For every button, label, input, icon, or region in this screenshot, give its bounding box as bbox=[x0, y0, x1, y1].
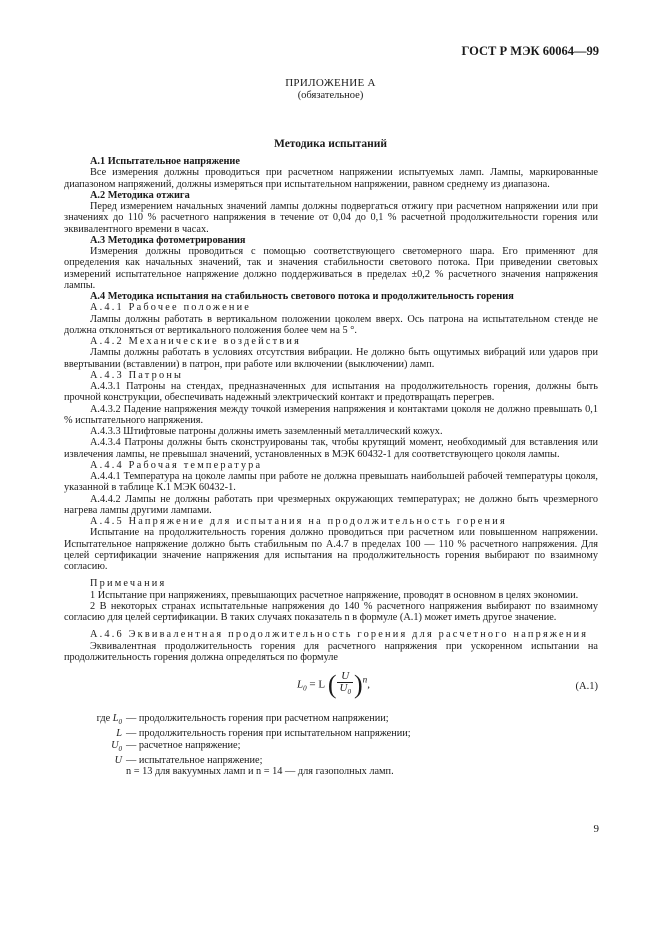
paragraph: Лампы должны работать в условиях отсутствия вибрации. Не должно быть ощутимых вибраций или ударов при ввертывании (вставлении) в патрон, при работе или включении (выключении) ламп. bbox=[64, 347, 598, 370]
paragraph: 1 Испытание при напряжениях, превышающих расчетное напряжение, проводят в основном в целях экономии. bbox=[90, 589, 579, 601]
paragraph: А.4.4.1 Температура на цоколе лампы при работе не должна превышать наибольшей рабочей температуры цоколя, указанной в таблице К.1 МЭК 60432-1. bbox=[64, 471, 598, 494]
paragraph: Эквивалентная продолжительность горения для расчетного напряжения при ускоренном испытании на продолжительность горения должна определяться по формуле bbox=[64, 640, 598, 663]
paragraph: Измерения должны проводиться с помощью соответствующего светомерного шара. Его применяют для определения как начальных значений, так и значения стабильности светового потока. При приведении световых измерений испытательное напряжение должно поддерживаться в пределах ±0,2 % расчетного значения напряжения лампы. bbox=[64, 246, 598, 291]
subsection-heading: А.4.3 Патроны bbox=[90, 369, 184, 381]
definition-last: n = 13 для вакуумных ламп и n = 14 — для газополных ламп. bbox=[126, 766, 394, 778]
definition-row bbox=[64, 728, 598, 739]
subsection-heading: Примечания bbox=[90, 578, 167, 590]
definition-text: — продолжительность горения при испытательном напряжении; bbox=[126, 728, 411, 740]
definition-row bbox=[64, 740, 598, 755]
paragraph: 2 В некоторых странах испытательные напряжения до 140 % расчетного напряжения выбирают по взаимному согласию для целей сертификации. В таких случаях показатель n в формуле (А.1) может иметь другое значение. bbox=[64, 600, 598, 623]
section-heading: А.2 Методика отжига bbox=[90, 189, 190, 201]
definition-text: — испытательное напряжение; bbox=[126, 754, 263, 766]
paragraph: А.4.3.2 Падение напряжения между точкой измерения напряжения и контактами цоколя не должно превышать 0,1 % испытательного напряжения. bbox=[64, 403, 598, 426]
page-number: 9 bbox=[593, 823, 599, 835]
definition-text: — продолжительность горения при расчетном напряжении; bbox=[126, 713, 389, 724]
annex-subtitle: (обязательное) bbox=[297, 90, 364, 101]
formula-tail: , bbox=[367, 678, 370, 691]
section-heading: А.4 Методика испытания на стабильность светового потока и продолжительность горения bbox=[90, 291, 514, 302]
annex-title: ПРИЛОЖЕНИЕ А bbox=[285, 77, 376, 89]
paragraph: Все измерения должны проводиться при расчетном напряжении испытуемых ламп. Лампы, маркированные диапазоном напряжений, должны измеряться при испытательном напряжении, равном среднему из диапазона. bbox=[64, 167, 598, 190]
definition-symbol: L bbox=[116, 728, 122, 740]
sections bbox=[64, 156, 598, 663]
paragraph: А.4.3.1 Патроны на стендах, предназначенных для испытания на продолжительность горения, должны быть прочной конструкции, обеспечивать надежный электрический контакт и предотвращать перегрев. bbox=[64, 381, 598, 404]
paren-open: ( bbox=[327, 670, 337, 700]
document-title: Методика испытаний bbox=[274, 138, 387, 150]
definition-row bbox=[64, 713, 598, 728]
document-body bbox=[64, 156, 598, 777]
formula-lhs: L bbox=[297, 678, 304, 691]
formula-exponent: n bbox=[362, 674, 368, 685]
definition-symbol: $U_0$ bbox=[111, 739, 122, 753]
formula-lhs-sub: 0 bbox=[303, 684, 307, 693]
subsection-heading: А.4.6 Эквивалентная продолжительность горения для расчетного напряжения bbox=[90, 629, 589, 641]
formula-den-sub: 0 bbox=[347, 688, 351, 697]
paragraph: А.4.3.4 Патроны должны быть сконструированы так, чтобы крутящий момент, необходимый для вставления или извлечения лампы, не превышал значений, установленных в МЭК 60432-1 для соответствующего цоколя лампы. bbox=[64, 437, 598, 460]
definition-row bbox=[64, 766, 598, 777]
definition-row bbox=[64, 755, 598, 766]
formula-label: (А.1) bbox=[575, 681, 598, 692]
formula-fraction bbox=[337, 671, 352, 699]
formula-eq: = L bbox=[309, 678, 326, 691]
formula-numerator: U bbox=[337, 671, 352, 683]
paragraph: Лампы должны работать в вертикальном положении цоколем вверх. Ось патрона на испытательном стенде не должна отклоняться от вертикального положения более чем на 5 °. bbox=[64, 313, 598, 336]
subsection-heading: А.4.5 Напряжение для испытания на продолжительность горения bbox=[90, 516, 507, 527]
paragraph: А.4.3.3 Штифтовые патроны должны иметь заземленный металлический кожух. bbox=[90, 426, 443, 437]
paren-close: ) bbox=[353, 670, 363, 700]
paragraph: Испытание на продолжительность горения должно проводиться при расчетном или повышенном напряжении. Испытательное напряжение должно быть стабильным по А.4.7 в пределах 100 — 110 % расчетного напряжения. Для целей сертификации значение напряжения для испытания на продолжительность горения выбирают по взаимному согласию. bbox=[64, 527, 598, 572]
paragraph: Перед измерением начальных значений лампы должны подвергаться отжигу при расчетном напряжении или при значениях до 110 % расчетного напряжения в течение от 0,04 до 0,1 % расчетной продолжительности горения или эквивалентного времени в часах. bbox=[64, 201, 598, 235]
subsection-heading: А.4.2 Механические воздействия bbox=[90, 336, 302, 347]
section-heading: А.3 Методика фотометрирования bbox=[90, 234, 246, 246]
subsection-heading: А.4.4 Рабочая температура bbox=[90, 459, 263, 471]
definition-text: — расчетное напряжение; bbox=[126, 739, 241, 751]
formula-expression bbox=[297, 671, 370, 699]
definition-symbol: где $L_0$ bbox=[96, 713, 122, 727]
definition-symbol: U bbox=[114, 754, 122, 766]
defs-intro: где bbox=[96, 713, 111, 724]
subsection-heading: А.4.1 Рабочее положение bbox=[90, 302, 252, 314]
formula-denominator bbox=[337, 683, 352, 698]
definitions bbox=[64, 713, 598, 777]
formula-a1 bbox=[64, 667, 598, 711]
formula-den-symbol: U bbox=[339, 682, 348, 695]
paragraph: А.4.4.2 Лампы не должны работать при чрезмерных окружающих температурах; не должно быть чрезмерного нагрева лампы другими лампами. bbox=[64, 493, 598, 516]
standard-header: ГОСТ Р МЭК 60064—99 bbox=[461, 44, 599, 58]
section-heading: А.1 Испытательное напряжение bbox=[90, 156, 240, 167]
